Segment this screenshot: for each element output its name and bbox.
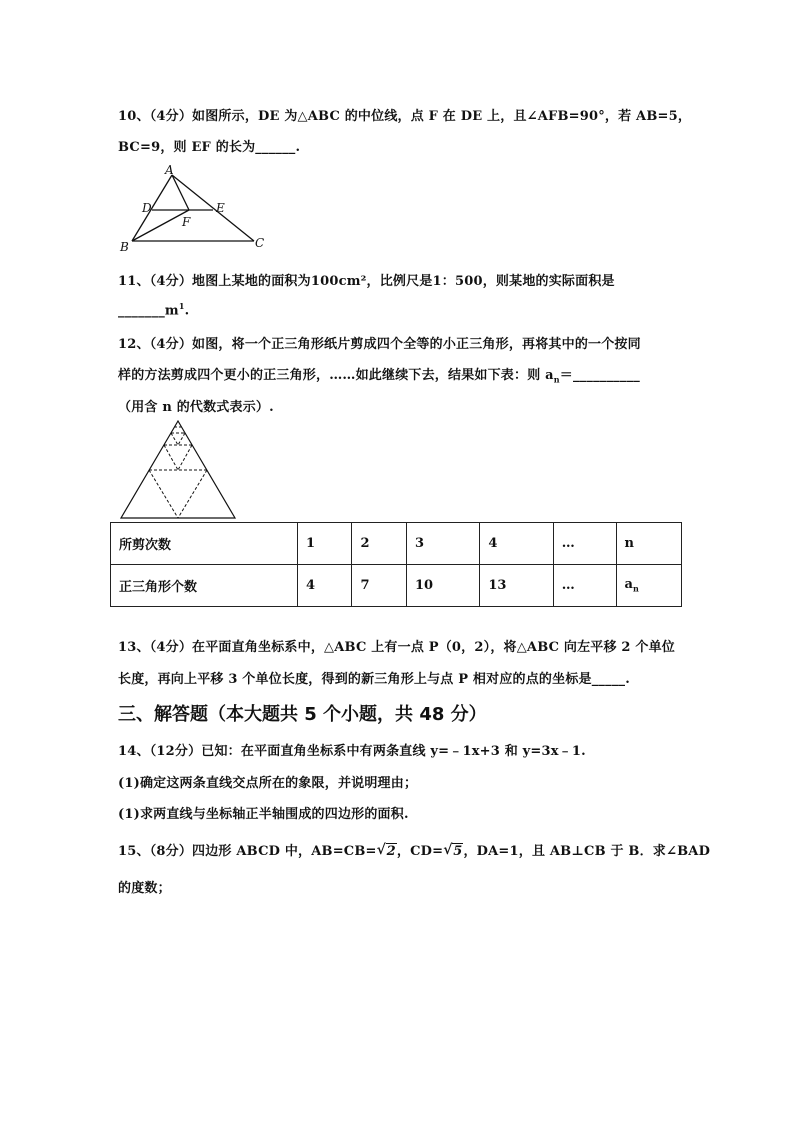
table-cell: 13 — [480, 565, 553, 607]
q14-line3: (1)求两直线与坐标轴正半轴围成的四边形的面积. — [118, 807, 409, 822]
table-row — [111, 523, 682, 565]
q11-line2: $\_\_\_\_\_\_\_m^1$. — [118, 301, 190, 319]
q13-line1: 13、（4分）在平面直角坐标系中，△ABC 上有一点 P（0，2），将△ABC 向左平移 2 个单位 — [118, 640, 675, 655]
label-a: A — [165, 163, 174, 177]
q15-line2: 的度数； — [118, 881, 171, 896]
q10-line1: 10、（4分）如图所示，DE 为△ABC 的中位线，点 F 在 DE 上，且∠AFB=90°，若 AB=5， — [118, 109, 692, 124]
triangle-abc-figure — [115, 162, 275, 254]
table-row — [111, 565, 682, 607]
triangle-count-table — [110, 522, 682, 607]
table-cell: 7 — [352, 565, 406, 607]
q14-line1: 14、（12分）已知：在平面直角坐标系中有两条直线 y=﹣1x+3 和 y=3x﹣1. — [118, 744, 586, 759]
label-f: F — [182, 215, 191, 229]
table-cell: 正三角形个数 — [111, 565, 298, 607]
q11-blank: _______ — [118, 303, 165, 319]
q13-line2: 长度，再向上平移 3 个单位长度，得到的新三角形上与点 P 相对应的点的坐标是_____. — [118, 672, 630, 687]
table-cell: … — [553, 565, 616, 607]
label-b: B — [120, 240, 129, 254]
sqrt-2: √ 2 — [376, 842, 396, 859]
table-cell: n — [616, 523, 681, 565]
label-e: E — [216, 201, 225, 215]
q12-line3: （用含 n 的代数式表示）. — [118, 400, 274, 415]
table-cell: 4 — [480, 523, 553, 565]
label-d: D — [142, 201, 152, 215]
table-cell: 3 — [406, 523, 479, 565]
table-cell: 1 — [298, 523, 352, 565]
q11-unit: m — [164, 303, 179, 319]
sqrt-5: √ 5 — [443, 842, 463, 859]
table-cell: 所剪次数 — [111, 523, 298, 565]
label-c: C — [255, 236, 265, 250]
q11-sup: 1 — [178, 301, 185, 311]
q10-line2: BC=9，则 EF 的长为______. — [118, 140, 301, 155]
nested-triangles-figure — [118, 418, 240, 522]
table-cell: 4 — [298, 565, 352, 607]
table-cell: 2 — [352, 523, 406, 565]
table-cell: … — [553, 523, 616, 565]
table-cell: 10 — [406, 565, 479, 607]
q12-line2: 样的方法剪成四个更小的正三角形，……如此继续下去，结果如下表：则 $a_n=\_\_\_\_\_\_\_\_\_\_$ — [118, 368, 640, 385]
q11-line1: 11、（4分）地图上某地的面积为100cm²，比例尺是1：500，则某地的实际面积是 — [118, 274, 615, 289]
q12-line1: 12、（4分）如图，将一个正三角形纸片剪成四个全等的小正三角形，再将其中的一个按同 — [118, 337, 641, 352]
section-heading: 三、解答题（本大题共 5 个小题，共 48 分） — [118, 704, 487, 725]
q14-line2: (1)确定这两条直线交点所在的象限，并说明理由； — [118, 776, 418, 791]
q15-line1: 15、（8分）四边形 ABCD 中，AB=CB= √ 2，CD= √ 5，DA=1，且 AB⊥CB 于 B．求∠BAD — [118, 842, 711, 859]
table-cell: $a_n$ — [616, 565, 681, 607]
